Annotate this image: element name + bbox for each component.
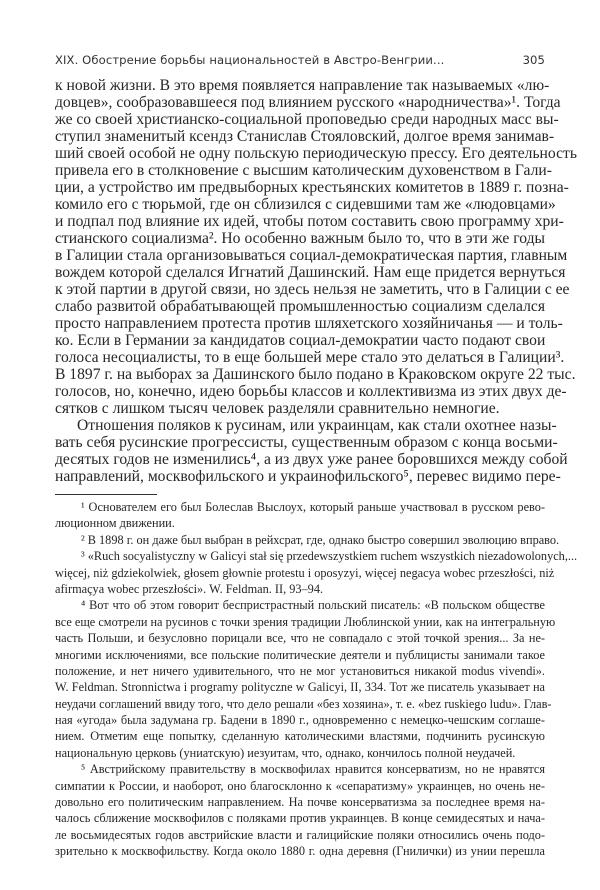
text-line: к этой партии в другой связи, но здесь нельзя не заметить, что в Галиции с ее: [55, 281, 570, 298]
page-number: 305: [522, 53, 545, 67]
text-line: просто направлением протеста против шляхетского хозяйничанья — и толь-: [55, 315, 563, 332]
footnote-line: afirmaçya wobec przeszłości». W. Feldman. II, 93–94.: [55, 581, 324, 596]
text-line: и подпал под влияние их идей, чтобы потом составить свою программу хри-: [55, 213, 564, 230]
text-line: привела его в столкновение с высшим католическим духовенством в Гали-: [55, 162, 552, 179]
text-line: ко. Если в Германии за кандидатов социал-демократии часто подают свои: [55, 332, 546, 349]
text-line: ший своей особой не одну польскую периодическую прессу. Его деятельность: [55, 145, 577, 162]
text-line: стианского социализма². Но особенно важным было то, что в эти же годы: [55, 230, 545, 247]
footnote-line: национальную церковь (униатскую) иезуитам, что, однако, кончилось полной неудачей.: [55, 745, 516, 760]
text-line: В 1897 г. на выборах за Дашинского было подано в Краковском округе 22 тыс.: [55, 366, 576, 383]
text-line: в Галиции стала организовываться социал-демократическая партия, главным: [55, 247, 568, 264]
footnote-line: ³ «Ruch socyalistyczny w Galicyi stał się przedewszystkiem ruchem wszystkich niezadowolonych,...: [81, 549, 578, 564]
text-line: Отношения поляков к русинам, или украинцам, как стали охотнее назы-: [77, 417, 557, 434]
running-title: XIX. Обострение борьбы национальностей в Австро-Венгрии...: [55, 53, 445, 67]
text-line: вождем которой сделался Игнатий Дашинский. Нам еще придется вернуться: [55, 264, 566, 281]
footnote-line: ⁴ Вот что об этом говорит беспристрастный польский писатель: «В польском обществе: [81, 598, 545, 613]
text-line: довцев», сообразовавшееся под влиянием русского «народничества»¹. Тогда: [55, 94, 561, 111]
footnote-line: ⁵ Австрийскому правительству в москвофилах нравится консерватизм, но не нравятся: [81, 762, 545, 777]
footnote-line: więcej, niż gdziekolwiek, głosem głownie protestu i oposyzyi, więcej negacya wobec przeszłości, niż: [55, 565, 555, 580]
footnotes: [55, 499, 578, 860]
footnote-separator: [55, 494, 157, 495]
text-line: слабо развитой обрабатывающей промышленностью социализм сделался: [55, 298, 545, 315]
footnote-line: зрительно к москвофильству. Когда около 1880 г. одна деревня (Гнилички) из унии перешла: [55, 844, 545, 859]
text-line: комило его с тюрьмой, где он сблизился с сидевшими там же «людовцами»: [55, 196, 556, 213]
footnote-line: все еще смотрели на русинов с точки зрения традиции Люблинской унии, как на интегральную: [55, 614, 556, 629]
text-line: ции, а устройство им предвыборных крестьянских комитетов в 1889 г. позна-: [55, 179, 569, 196]
footnote-line: нием. Отметим еще попытку, сделанную католическими властями, подчинить русинскую: [55, 729, 545, 744]
text-line: сятков с лишком тысяч человек разделяли сравнительно немногие.: [55, 400, 500, 417]
running-header: [55, 53, 545, 69]
body-text: [55, 77, 577, 485]
footnote-line: W. Feldman. Stronnictwa i programy polityczne w Galicyi, II, 334. Тот же писатель указывает на: [55, 680, 545, 695]
text-line: направлений, москвофильского и украинофильского⁵, перевес видимо пере-: [55, 468, 561, 485]
text-line: голоса несоциалисты, то в еще большей мере стало это делаться в Галиции³.: [55, 349, 565, 366]
footnote-line: неудачи соглашений ввиду того, что дело решали «без хозяина», т. е. «bez ruskiego ludu». Глав-: [55, 696, 552, 711]
footnote-line: ле восьмидесятых годов австрийские власти и галицийские поляки относились очень подо-: [55, 827, 545, 842]
footnote-line: ² В 1898 г. он даже был выбран в рейхсрат, где, однако быстро совершил эволюцию вправо.: [81, 532, 560, 547]
text-line: же со своей христианско-социальной проповедью среди народных масс вы-: [55, 111, 559, 128]
footnote-line: ¹ Основателем его был Болеслав Выслоух, который раньше участвовал в русском рево-: [81, 500, 545, 514]
text-line: вать себя русинские прогрессисты, существенным образом с конца восьми-: [55, 434, 558, 451]
text-line: к новой жизни. В это время появляется направление так называемых «лю-: [55, 77, 550, 94]
footnote-line: симпатии к России, и наоборот, оно благосклонно к «сепаратизму» украинцев, но очень не-: [55, 778, 545, 793]
text-line: голосов, но, конечно, идею борьбы классов и коллективизма из этих двух де-: [55, 383, 567, 400]
footnote-line: чалось сближение москвофилов с поляками против украинцев. В конце семидесятых и нача-: [55, 811, 545, 826]
footnote-line: часть Польши, и безусловно порицали все, что не совпадало с этой точкой зрения... За не-: [55, 631, 545, 646]
text-line: ступил знаменитый ксендз Станислав Стояловский, долгое время занимав-: [55, 128, 555, 145]
footnote-line: довольно его политическим направлением. На почве консерватизма за последнее время на-: [55, 795, 545, 810]
footnote-line: люционном движении.: [55, 516, 175, 531]
text-line: десятых годов не изменились⁴, а из двух уже ранее боровшихся между собой: [55, 451, 568, 468]
footnote-line: положение, и нет ничего удивительного, что не мог установиться никакой modus vivendi».: [55, 663, 545, 678]
footnote-line: многими исключениями, все польские политические деятели и публицисты занимали такое: [55, 647, 545, 662]
footnote-line: ная «угода» была задумана гр. Бадени в 1890 г., одновременно с немецко-чешским соглаше-: [55, 713, 545, 728]
